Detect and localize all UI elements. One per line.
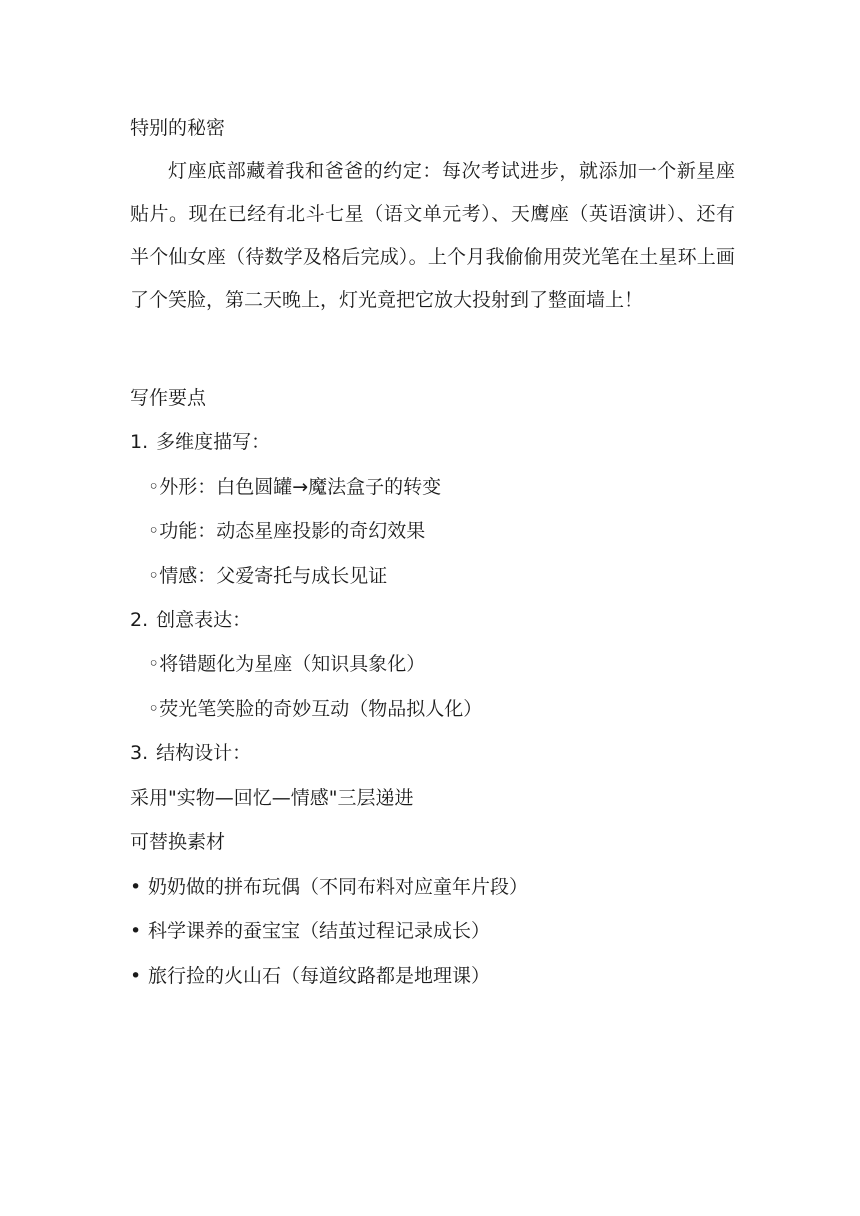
section-3-label: 结构设计： <box>156 742 252 764</box>
material-item-text: 科学课养的蚕宝宝（结茧过程记录成长） <box>148 920 491 942</box>
section-1-number: 1. <box>130 431 149 453</box>
structure-note: 采用"实物—回忆—情感"三层递进 <box>130 787 414 809</box>
material-item-text: 旅行捡的火山石（每道纹路都是地理课） <box>148 965 491 987</box>
section-1-title <box>130 431 740 453</box>
section-1-item-3: ◦情感：父爱寄托与成长见证 <box>148 565 388 587</box>
section-1-item-2: ◦功能：动态星座投影的奇幻效果 <box>148 520 426 542</box>
material-item-3 <box>130 965 740 987</box>
section-2-title <box>130 609 740 631</box>
material-item-text: 奶奶做的拼布玩偶（不同布料对应童年片段） <box>148 876 529 898</box>
section-2-item-1: ◦将错题化为星座（知识具象化） <box>148 653 426 675</box>
section-2-label: 创意表达： <box>156 609 252 631</box>
section-2-item-2: ◦荧光笔笑脸的奇妙互动（物品拟人化） <box>148 698 483 720</box>
bullet-icon: • <box>130 920 142 942</box>
section-3-number: 3. <box>130 742 149 764</box>
secret-heading: 特别的秘密 <box>130 117 226 139</box>
bullet-icon: • <box>130 965 142 987</box>
section-1-label: 多维度描写： <box>156 431 271 453</box>
secret-paragraph: 灯座底部藏着我和爸爸的约定：每次考试进步，就添加一个新星座贴片。现在已经有北斗七星（语文单元考）、天鹰座（英语演讲）、还有半个仙女座（待数学及格后完成）。上个月我偷偷用荧光笔在土星环上画了个笑脸，第二天晚上，灯光竟把它放大投射到了整面墙上！ <box>130 160 735 311</box>
section-3-title <box>130 742 740 764</box>
material-item-2 <box>130 920 740 942</box>
materials-heading: 可替换素材 <box>130 831 226 853</box>
section-2-number: 2. <box>130 609 149 631</box>
writing-points-heading: 写作要点 <box>130 387 207 409</box>
bullet-icon: • <box>130 876 142 898</box>
material-item-1 <box>130 876 740 898</box>
section-1-item-1: ◦外形：白色圆罐→魔法盒子的转变 <box>148 476 442 498</box>
